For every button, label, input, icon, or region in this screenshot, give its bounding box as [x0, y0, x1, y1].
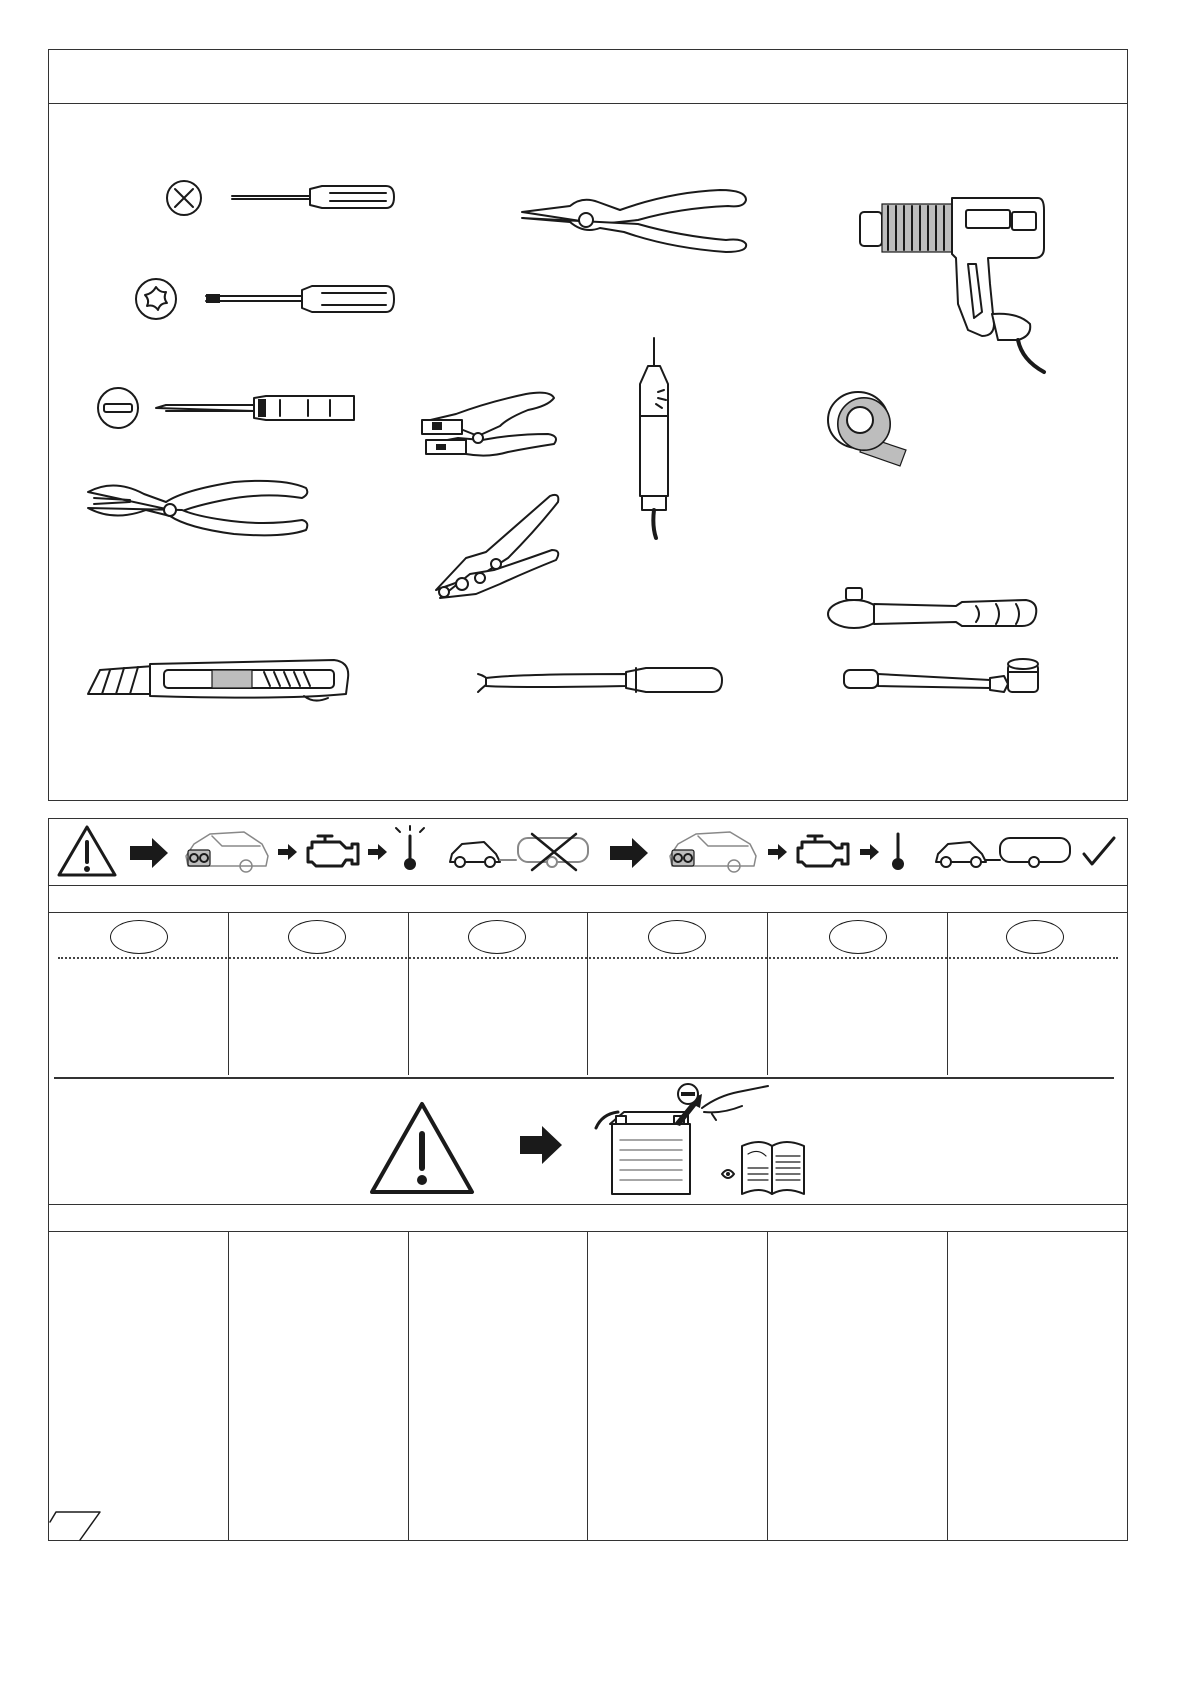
column-divider: [228, 913, 229, 1075]
arrow-right-icon: [768, 842, 788, 862]
crimping-pliers-icon: [426, 494, 566, 614]
insulating-tape-icon: [820, 386, 910, 472]
tools-panel-header: [48, 49, 1128, 104]
arrow-right-icon: [278, 842, 298, 862]
car-front-icon: [182, 826, 270, 874]
arrow-right-icon: [608, 836, 650, 870]
car-trailer-connected-icon: [934, 832, 1074, 872]
language-oval: [1006, 920, 1064, 954]
battery-header-bar: [48, 1204, 1128, 1232]
utility-knife-icon: [84, 656, 354, 702]
warning-triangle-icon: [368, 1100, 476, 1196]
car-trailer-disconnected-icon: [446, 832, 594, 872]
section-separator: [54, 1077, 1114, 1079]
checkmark-icon: [1082, 836, 1116, 868]
column-divider: [228, 1232, 229, 1541]
column-divider: [587, 913, 588, 1075]
engine-check-icon: [302, 832, 360, 872]
flat-screwdriver-icon: [94, 384, 364, 432]
arrow-right-icon: [518, 1124, 564, 1166]
arrow-right-icon: [860, 842, 880, 862]
read-manual-icon: [720, 1134, 808, 1198]
phillips-screwdriver-icon: [160, 176, 400, 220]
column-divider: [408, 1232, 409, 1541]
language-oval: [468, 920, 526, 954]
column-divider: [587, 1232, 588, 1541]
dotted-separator: [58, 957, 1118, 959]
arrow-right-icon: [128, 836, 170, 870]
heat-gun-icon: [858, 194, 1048, 374]
language-oval: [110, 920, 168, 954]
warning-triangle-icon: [56, 824, 118, 878]
column-divider: [947, 913, 948, 1075]
voltage-tester-icon: [628, 336, 684, 540]
long-nose-pliers-icon: [520, 182, 752, 260]
page-corner-marker: [48, 1506, 106, 1542]
car-front-icon: [666, 826, 760, 874]
side-cutter-pliers-icon: [84, 472, 314, 552]
checks-panel: [48, 818, 1128, 1541]
column-divider: [767, 913, 768, 1075]
ratchet-wrench-icon: [826, 586, 1042, 632]
trim-removal-tool-icon: [476, 662, 726, 706]
language-oval: [829, 920, 887, 954]
thermometer-warning-icon: [392, 826, 428, 874]
extension-socket-icon: [840, 650, 1046, 706]
column-divider: [408, 913, 409, 1075]
wire-stripper-icon: [418, 392, 568, 482]
language-oval: [648, 920, 706, 954]
engine-check-icon: [792, 832, 850, 872]
checks-header-bar: [48, 885, 1128, 913]
thermometer-icon: [886, 830, 910, 874]
language-oval: [288, 920, 346, 954]
column-divider: [767, 1232, 768, 1541]
column-divider: [947, 1232, 948, 1541]
torx-screwdriver-icon: [132, 275, 402, 323]
arrow-right-icon: [368, 842, 388, 862]
